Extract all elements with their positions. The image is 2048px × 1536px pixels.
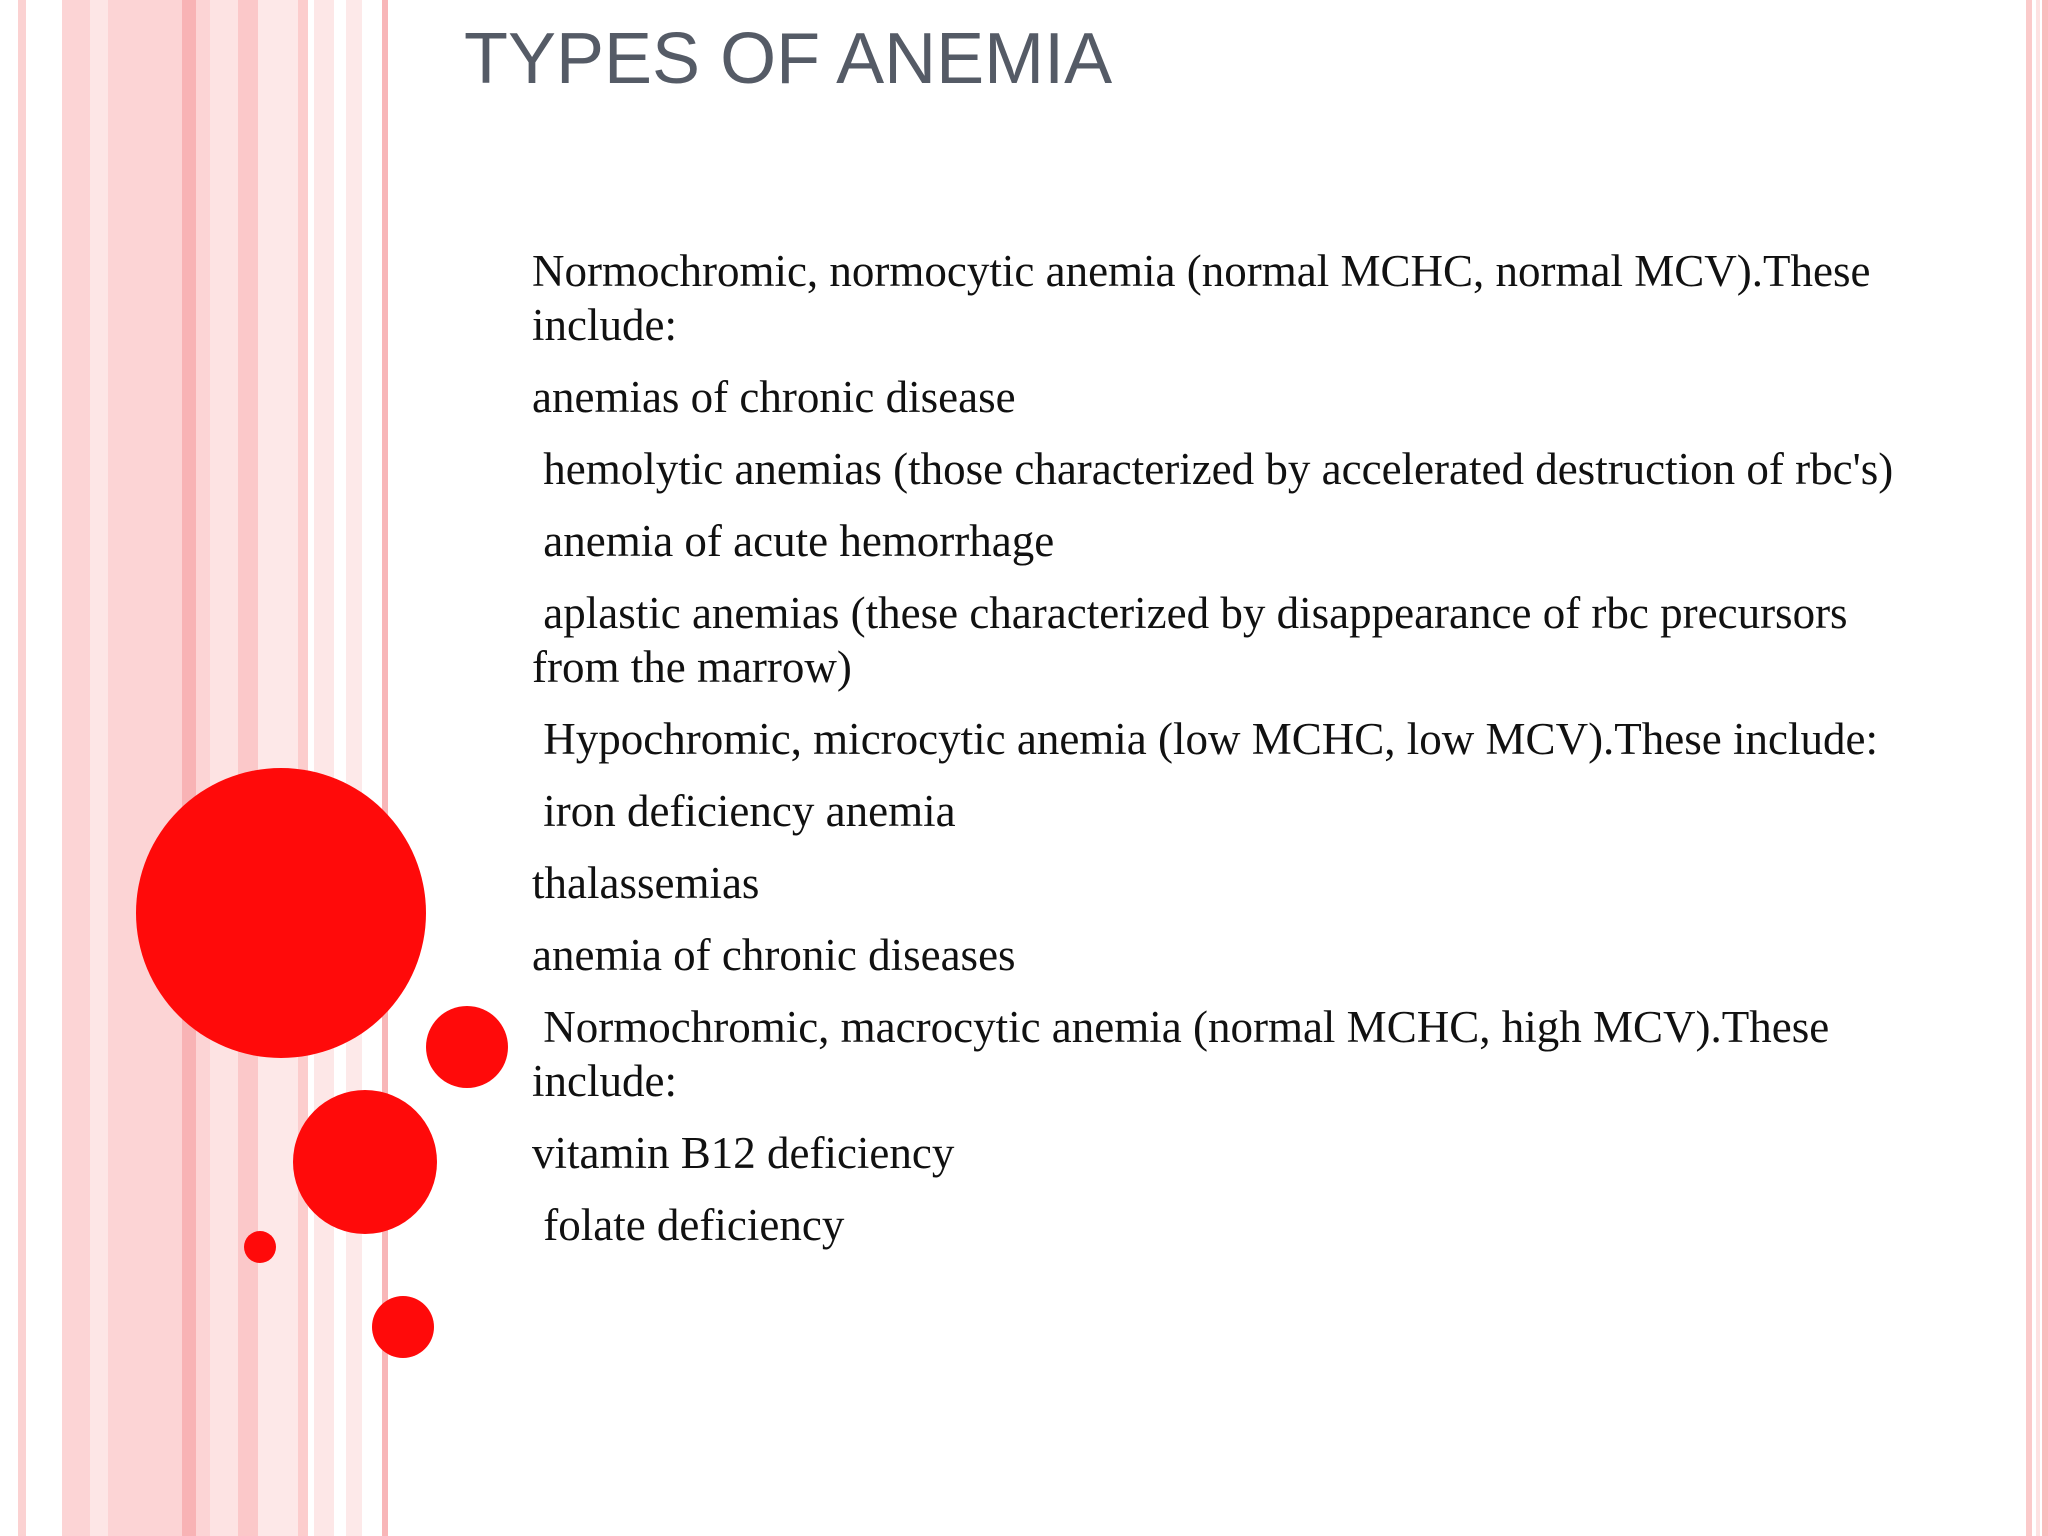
decorative-stripe — [314, 0, 334, 1536]
decorative-stripe — [182, 0, 196, 1536]
decorative-stripe — [90, 0, 108, 1536]
slide-title: TYPES OF ANEMIA — [464, 19, 1113, 99]
decorative-stripe — [2026, 0, 2032, 1536]
decorative-circle — [293, 1090, 437, 1234]
decorative-circle — [426, 1006, 508, 1088]
body-paragraph: hemolytic anemias (those characterized by accelerated destruction of rbc's) — [532, 444, 1894, 494]
body-paragraph: anemias of chronic disease — [532, 372, 1016, 422]
decorative-stripe — [2036, 0, 2040, 1536]
body-paragraph: Normochromic, normocytic anemia (normal MCHC, normal MCV).These include: — [532, 246, 1882, 350]
body-paragraph: vitamin B12 deficiency — [532, 1128, 955, 1178]
slide-body — [532, 244, 1932, 1270]
body-paragraph: iron deficiency anemia — [532, 786, 956, 836]
decorative-stripe — [196, 0, 210, 1536]
decorative-stripe — [346, 0, 362, 1536]
decorative-circle — [372, 1296, 434, 1358]
decorative-stripe — [62, 0, 182, 1536]
body-paragraph: folate deficiency — [532, 1200, 845, 1250]
decorative-stripe — [2042, 0, 2048, 1536]
decorative-circle-large — [136, 768, 426, 1058]
body-paragraph: anemia of acute hemorrhage — [532, 516, 1055, 566]
decorative-circle-small — [244, 1231, 276, 1263]
body-paragraph: Normochromic, macrocytic anemia (normal MCHC, high MCV).These include: — [532, 1002, 1841, 1106]
body-paragraph: aplastic anemias (these characterized by disappearance of rbc precursors from the marrow) — [532, 588, 1859, 692]
body-paragraph: anemia of chronic diseases — [532, 930, 1016, 980]
decorative-stripe — [298, 0, 308, 1536]
decorative-stripe — [238, 0, 258, 1536]
decorative-stripe — [210, 0, 238, 1536]
body-paragraph: Hypochromic, microcytic anemia (low MCHC, low MCV).These include: — [532, 714, 1878, 764]
body-paragraph: thalassemias — [532, 858, 760, 908]
decorative-stripe — [18, 0, 26, 1536]
